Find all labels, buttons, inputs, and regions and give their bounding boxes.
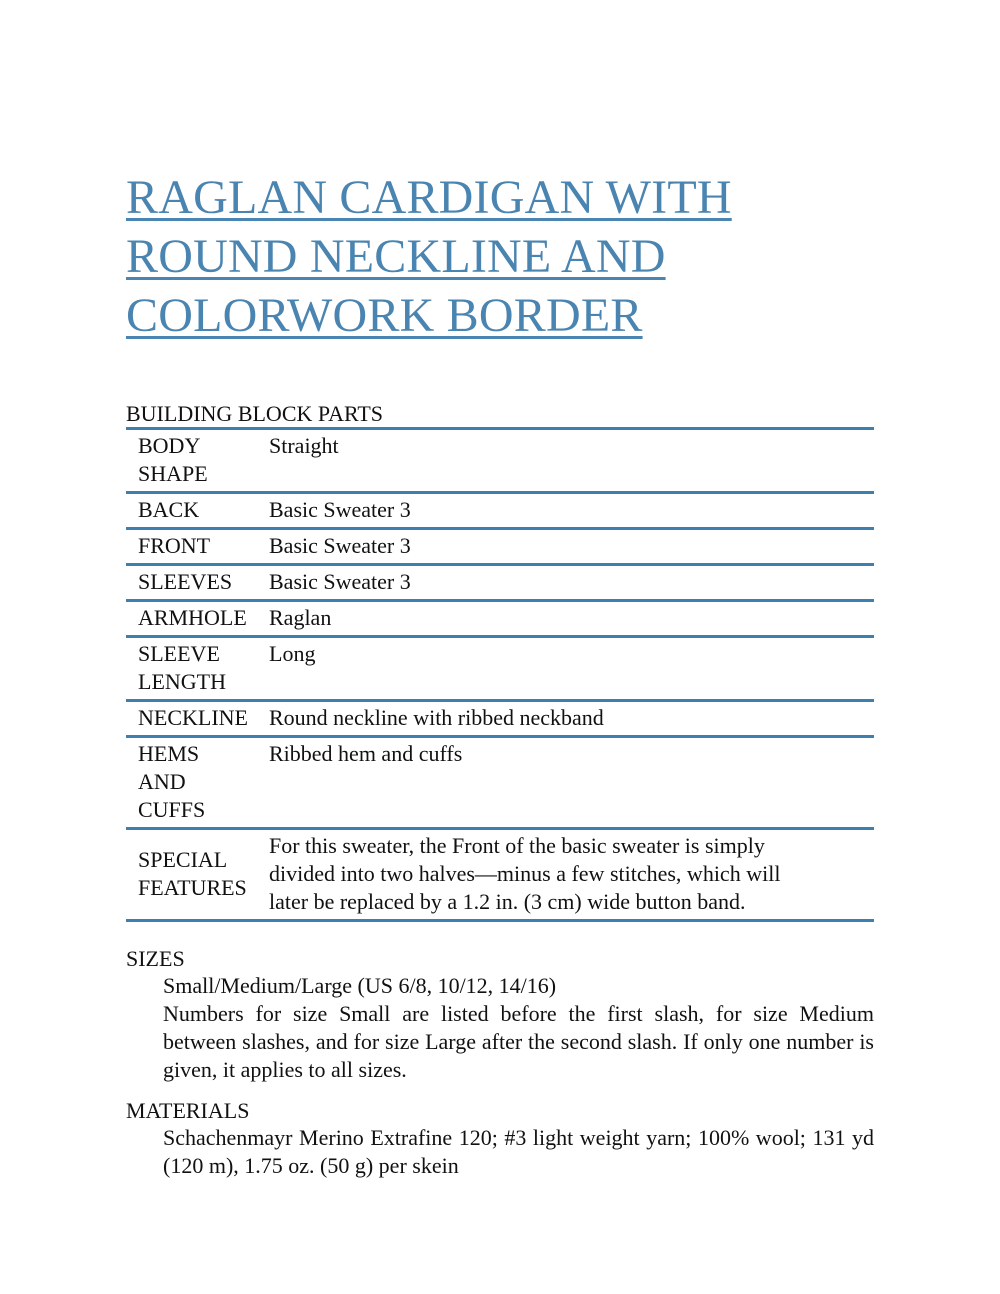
row-label: FRONT (138, 533, 211, 558)
row-value: Basic Sweater 3 (269, 497, 411, 522)
sizes-line: Small/Medium/Large (US 6/8, 10/12, 14/16) (163, 973, 557, 998)
building-block-heading: BUILDING BLOCK PARTS (126, 401, 384, 426)
table-row (126, 493, 874, 529)
row-value: Long (269, 641, 316, 666)
table-row (126, 737, 874, 829)
sizes-paragraph: Numbers for size Small are listed before the first slash, for size Medium between slashes, and for size Large after the second slash. If only one number is given, it applies to all sizes. (163, 1001, 874, 1082)
table-row (126, 701, 874, 737)
table-row (126, 429, 874, 493)
table-row (126, 529, 874, 565)
row-value: For this sweater, the Front of the basic sweater is simply divided into two halves—minus a few stitches, which will later be replaced by a 1.2 in. (3 cm) wide button band. (269, 833, 781, 914)
row-label: NECKLINE (138, 705, 248, 730)
row-label: SLEEVES (138, 569, 233, 594)
materials-paragraph: Schachenmayr Merino Extrafine 120; #3 light weight yarn; 100% wool; 131 yd (120 m), 1.75 oz. (50 g) per skein (163, 1125, 874, 1178)
table-row (126, 637, 874, 701)
row-value: Ribbed hem and cuffs (269, 741, 463, 766)
row-value: Raglan (269, 605, 332, 630)
row-value: Straight (269, 433, 339, 458)
title-line-3: COLORWORK BORDER (126, 289, 643, 342)
sizes-heading: SIZES (126, 946, 185, 971)
row-label: SPECIAL FEATURES (138, 847, 247, 900)
row-label: HEMS AND CUFFS (138, 741, 206, 822)
row-label: ARMHOLE (138, 605, 247, 630)
table-row (126, 829, 874, 921)
row-value: Round neckline with ribbed neckband (269, 705, 604, 730)
sizes-body (163, 972, 874, 1084)
row-label: BACK (138, 497, 200, 522)
document-page (126, 168, 874, 1180)
title-line-2: ROUND NECKLINE AND (126, 230, 666, 283)
materials-body (163, 1124, 874, 1180)
row-value: Basic Sweater 3 (269, 569, 411, 594)
materials-heading: MATERIALS (126, 1098, 250, 1123)
row-label: SLEEVE LENGTH (138, 641, 226, 694)
table-row (126, 601, 874, 637)
table-row (126, 565, 874, 601)
building-block-table (126, 427, 874, 922)
page-title[interactable] (126, 168, 874, 345)
row-value: Basic Sweater 3 (269, 533, 411, 558)
row-label: BODY SHAPE (138, 433, 208, 486)
title-line-1: RAGLAN CARDIGAN WITH (126, 171, 732, 224)
